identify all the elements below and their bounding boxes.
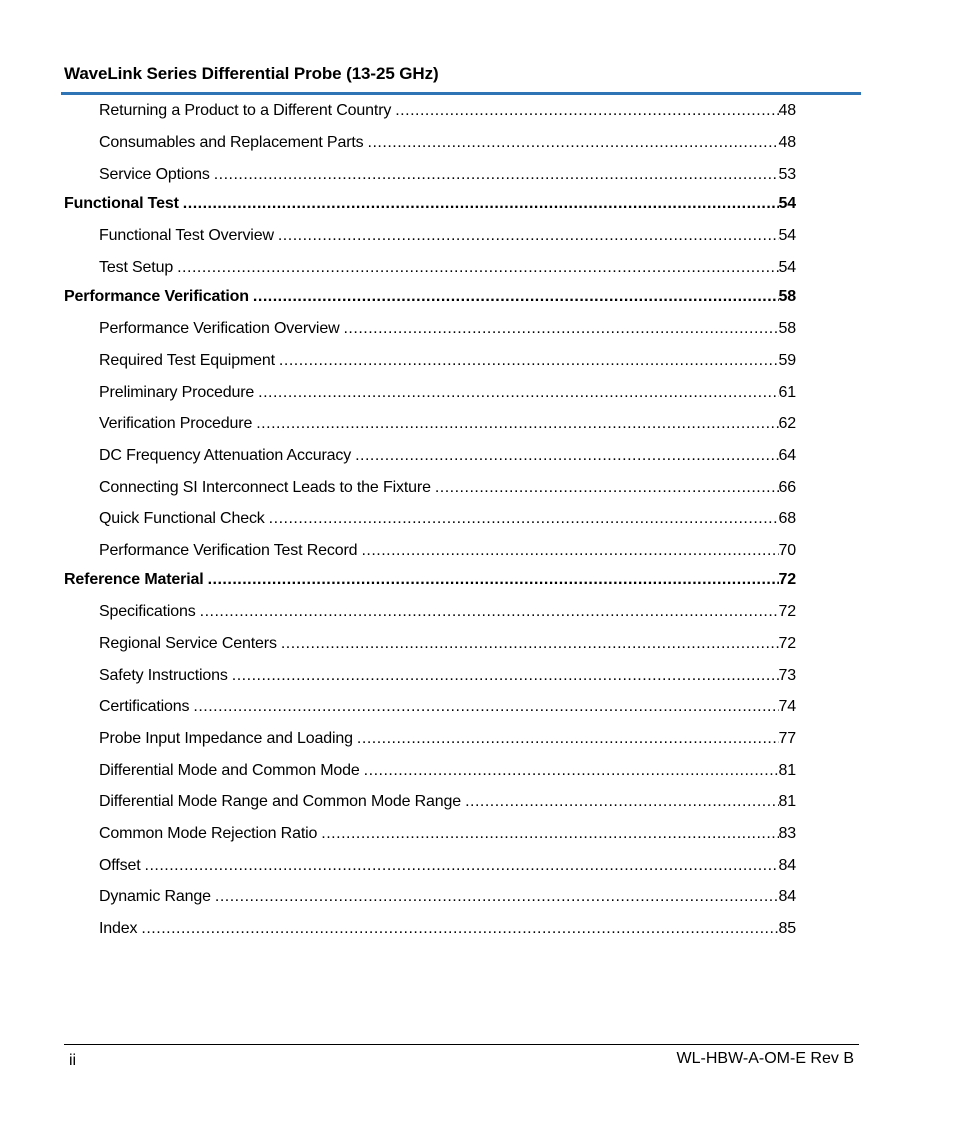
toc-entry-page-number: 83: [778, 825, 796, 842]
toc-dot-leader: [465, 791, 778, 813]
toc-entry-page-number: 61: [778, 384, 796, 401]
toc-entry-title: Consumables and Replacement Parts: [99, 134, 364, 151]
toc-entry-title: Quick Functional Check: [99, 510, 265, 527]
toc-entry-page-number: 73: [778, 667, 796, 684]
toc-dot-leader: [208, 569, 779, 591]
toc-section-entry[interactable]: [64, 193, 796, 215]
toc-entry[interactable]: [99, 257, 796, 279]
toc-dot-leader: [321, 823, 778, 845]
toc-dot-leader: [253, 286, 779, 308]
footer-page-number: ii: [69, 1052, 77, 1069]
toc-dot-leader: [183, 193, 779, 215]
toc-entry-page-number: 58: [778, 320, 796, 337]
toc-dot-leader: [368, 132, 779, 154]
toc-entry-page-number: 84: [778, 857, 796, 874]
toc-entry[interactable]: [99, 508, 796, 530]
toc-entry[interactable]: [99, 601, 796, 623]
toc-entry-title: Offset: [99, 857, 141, 874]
toc-entry[interactable]: [99, 791, 796, 813]
toc-entry-page-number: 62: [778, 415, 796, 432]
toc-entry-title: Preliminary Procedure: [99, 384, 255, 401]
toc-entry-title: Connecting SI Interconnect Leads to the Fixture: [99, 479, 431, 496]
toc-entry-title: Performance Verification: [64, 288, 249, 305]
toc-entry[interactable]: [99, 855, 796, 877]
toc-entry-title: Index: [99, 920, 138, 937]
toc-dot-leader: [145, 855, 779, 877]
toc-entry-page-number: 64: [778, 447, 796, 464]
toc-section-entry[interactable]: [64, 569, 796, 591]
toc-dot-leader: [343, 318, 778, 340]
footer-rule: [64, 1044, 859, 1045]
toc-entry-title: Required Test Equipment: [99, 352, 275, 369]
toc-dot-leader: [215, 886, 779, 908]
toc-entry-page-number: 66: [778, 479, 796, 496]
toc-entry[interactable]: [99, 382, 796, 404]
toc-dot-leader: [141, 918, 778, 940]
toc-dot-leader: [435, 477, 779, 499]
toc-entry[interactable]: [99, 413, 796, 435]
toc-dot-leader: [395, 100, 778, 122]
toc-entry-page-number: 54: [778, 195, 796, 212]
page-header-title: WaveLink Series Differential Probe (13-25 GHz): [64, 64, 439, 83]
toc-entry[interactable]: [99, 225, 796, 247]
toc-entry[interactable]: [99, 100, 796, 122]
toc-dot-leader: [214, 164, 779, 186]
toc-dot-leader: [193, 696, 778, 718]
toc-entry-page-number: 72: [778, 635, 796, 652]
toc-entry[interactable]: [99, 477, 796, 499]
toc-entry[interactable]: [99, 696, 796, 718]
toc-entry-title: Returning a Product to a Different Country: [99, 102, 392, 119]
toc-entry-title: Certifications: [99, 698, 190, 715]
toc-entry-page-number: 70: [778, 542, 796, 559]
toc-dot-leader: [256, 413, 778, 435]
toc-entry-page-number: 58: [778, 288, 796, 305]
toc-entry[interactable]: [99, 918, 796, 940]
toc-entry[interactable]: [99, 665, 796, 687]
toc-entry-page-number: 81: [778, 762, 796, 779]
toc-entry-page-number: 53: [778, 166, 796, 183]
toc-entry[interactable]: [99, 886, 796, 908]
toc-dot-leader: [200, 601, 779, 623]
toc-dot-leader: [364, 760, 779, 782]
toc-entry-title: Differential Mode Range and Common Mode Range: [99, 793, 462, 810]
toc-entry-title: Probe Input Impedance and Loading: [99, 730, 353, 747]
toc-entry-title: Test Setup: [99, 259, 174, 276]
toc-entry-title: Reference Material: [64, 571, 204, 588]
toc-dot-leader: [279, 350, 779, 372]
toc-dot-leader: [355, 445, 778, 467]
toc-entry-page-number: 54: [778, 227, 796, 244]
toc-dot-leader: [269, 508, 779, 530]
toc-entry[interactable]: [99, 540, 796, 562]
toc-entry-title: Verification Procedure: [99, 415, 253, 432]
toc-entry-page-number: 68: [778, 510, 796, 527]
toc-entry[interactable]: [99, 350, 796, 372]
toc-dot-leader: [281, 633, 779, 655]
footer-document-id: WL-HBW-A-OM-E Rev B: [676, 1050, 854, 1067]
toc-entry-title: Differential Mode and Common Mode: [99, 762, 360, 779]
toc-entry[interactable]: [99, 728, 796, 750]
toc-dot-leader: [278, 225, 779, 247]
toc-entry-title: Specifications: [99, 603, 196, 620]
toc-entry[interactable]: [99, 318, 796, 340]
toc-dot-leader: [357, 728, 779, 750]
toc-entry-page-number: 84: [778, 888, 796, 905]
toc-entry-title: Performance Verification Overview: [99, 320, 340, 337]
toc-entry-title: Dynamic Range: [99, 888, 211, 905]
toc-entry[interactable]: [99, 760, 796, 782]
toc-entry-page-number: 72: [778, 571, 796, 588]
toc-entry-title: Functional Test: [64, 195, 179, 212]
toc-entry-page-number: 72: [778, 603, 796, 620]
toc-dot-leader: [177, 257, 778, 279]
toc-entry-page-number: 85: [778, 920, 796, 937]
toc-entry-page-number: 74: [778, 698, 796, 715]
toc-entry-page-number: 48: [778, 134, 796, 151]
toc-entry[interactable]: [99, 445, 796, 467]
toc-entry[interactable]: [99, 164, 796, 186]
toc-entry-page-number: 77: [778, 730, 796, 747]
toc-entry-title: Common Mode Rejection Ratio: [99, 825, 318, 842]
toc-entry-title: DC Frequency Attenuation Accuracy: [99, 447, 352, 464]
toc-entry-title: Regional Service Centers: [99, 635, 277, 652]
toc-entry[interactable]: [99, 132, 796, 154]
toc-entry-title: Service Options: [99, 166, 210, 183]
toc-entry[interactable]: [99, 633, 796, 655]
toc-dot-leader: [232, 665, 779, 687]
toc-dot-leader: [258, 382, 778, 404]
toc-entry-title: Safety Instructions: [99, 667, 228, 684]
toc-entry-page-number: 59: [778, 352, 796, 369]
toc-dot-leader: [361, 540, 778, 562]
toc-entry-page-number: 48: [778, 102, 796, 119]
toc-entry-page-number: 81: [778, 793, 796, 810]
toc-entry-title: Functional Test Overview: [99, 227, 274, 244]
toc-entry-title: Performance Verification Test Record: [99, 542, 358, 559]
toc-entry-page-number: 54: [778, 259, 796, 276]
toc-section-entry[interactable]: [64, 286, 796, 308]
toc-entry[interactable]: [99, 823, 796, 845]
